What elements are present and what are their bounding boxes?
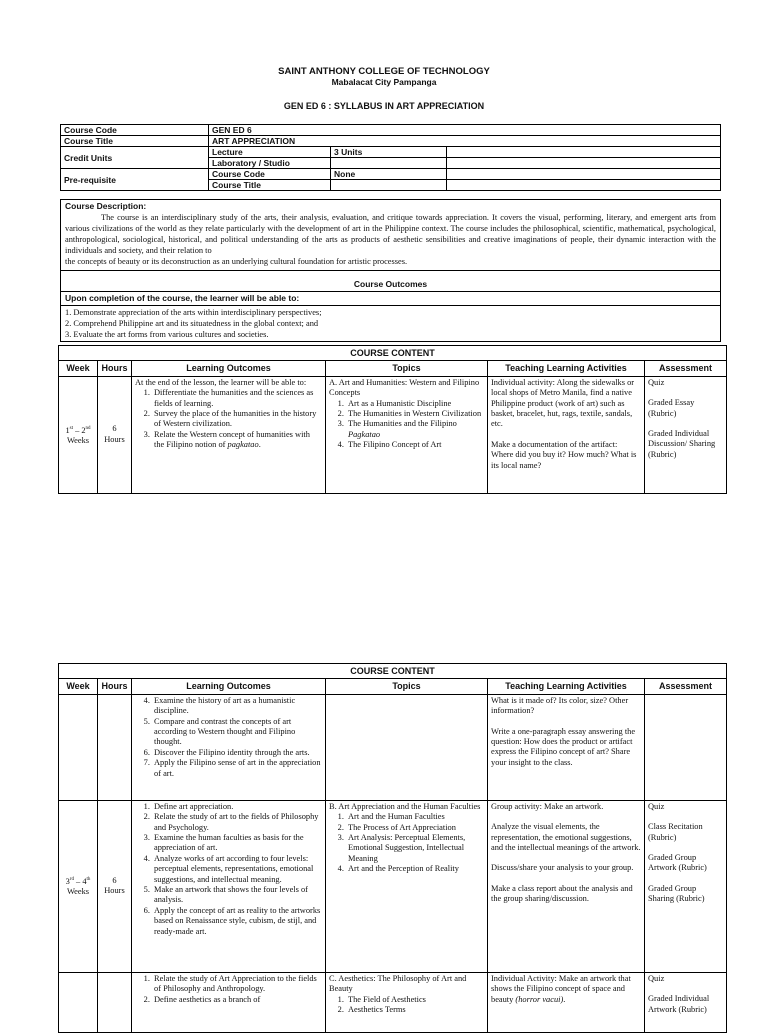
- course-description-text: The course is an interdisciplinary study of the arts, their analysis, evaluation, and critique towards appreciation. It covers the visual, performing, literary, and emergent arts from various civilizations of the world as they relate particularly with the development of art in the Philippine context. The course includes the philosophical, scientific, mathematical, psychological, anthropological, sociological, historical, and political understanding of the arts as products of aesthetic sensibilities and creative imaginations of people, their dynamic interaction with the individuals and society, and their relation to: [65, 213, 716, 255]
- prereq-code-label: Course Code: [209, 169, 331, 180]
- course-content-caption: COURSE CONTENT: [59, 664, 727, 679]
- hours-cell: [98, 972, 132, 1032]
- lecture-extra: [447, 147, 721, 158]
- activity-text: Group activity: Make an artwork.: [491, 801, 604, 811]
- prerequisite-label: Pre-requisite: [61, 169, 209, 191]
- list-item: 1. Art as a Humanistic Discipline: [346, 399, 484, 409]
- table-row: [59, 376, 727, 493]
- lecture-units: 3 Units: [331, 147, 447, 158]
- course-description-text-end: the concepts of beauty or its deconstruction as an underlying cultural foundation for artistic processes.: [65, 257, 408, 266]
- header-topics: Topics: [326, 361, 488, 376]
- header-assessment: Assessment: [645, 361, 727, 376]
- list-item: 1. Define art appreciation.: [152, 802, 322, 812]
- syllabus-title: GEN ED 6 : SYLLABUS IN ART APPRECIATION: [283, 101, 485, 111]
- topics-cell: [326, 694, 488, 800]
- topic-heading: C. Aesthetics: The Philosophy of Art and Beauty: [329, 973, 467, 994]
- learning-outcomes-cell: [132, 376, 326, 493]
- activity-text: Analyze the visual elements, the representation, the emotional suggestions, and the intellectual meanings of the artwork.: [491, 822, 641, 853]
- list-item: 2. Relate the study of art to the fields of Philosophy and Psychology.: [152, 812, 322, 833]
- course-title-value: ART APPRECIATION: [209, 136, 721, 147]
- outcome-item: 2. Comprehend Philippine art and its situatedness in the global context; and: [65, 319, 319, 328]
- list-item: 1. Relate the study of Art Appreciation to the fields of Philosophy and Anthropology.: [152, 974, 322, 995]
- course-description-heading: Course Description:: [65, 201, 147, 211]
- list-item: 1. Differentiate the humanities and the sciences as fields of learning.: [152, 388, 322, 409]
- learning-outcomes-cell: [132, 800, 326, 972]
- lab-label: Laboratory / Studio: [209, 158, 331, 169]
- course-description-cell: [61, 200, 721, 271]
- list-item: 2. The Humanities in Western Civilization: [346, 409, 484, 419]
- assessment-item: Graded Group Sharing (Rubric): [648, 883, 705, 904]
- outcome-item: 3. Evaluate the art forms from various cultures and societies.: [65, 330, 269, 339]
- list-item: 4. Examine the history of art as a humanistic discipline.: [152, 696, 322, 717]
- header-activities: Teaching Learning Activities: [488, 361, 645, 376]
- topic-heading: B. Art Appreciation and the Human Faculties: [329, 801, 481, 811]
- prereq-title-extra: [447, 180, 721, 191]
- list-item: 7. Apply the Filipino sense of art in the appreciation of art.: [152, 758, 322, 779]
- topic-heading: A. Art and Humanities: Western and Filipino Concepts: [329, 377, 480, 398]
- lecture-label: Lecture: [209, 147, 331, 158]
- activities-cell: [488, 972, 645, 1032]
- header-assessment: Assessment: [645, 679, 727, 694]
- assessment-item: Class Recitation (Rubric): [648, 822, 703, 842]
- list-item: 6. Apply the concept of art as reality to the artworks based on Renaissance style, cubism, de stijl, and ready-made art.: [152, 906, 322, 937]
- list-item: 3. The Humanities and the Filipino Pagkatao: [346, 419, 484, 440]
- learning-outcomes-cell: [132, 694, 326, 800]
- prereq-title-value: [331, 180, 447, 191]
- list-item: 3. Art Analysis: Perceptual Elements, Emotional Suggestion, Intellectual Meaning: [346, 833, 484, 864]
- course-title-label: Course Title: [61, 136, 209, 147]
- prereq-title-label: Course Title: [209, 180, 331, 191]
- header-week: Week: [59, 361, 98, 376]
- course-content-table-2: [58, 663, 727, 1033]
- table-row: [59, 800, 727, 972]
- assessment-item: Graded Group Artwork (Rubric): [648, 853, 707, 873]
- header-week: Week: [59, 679, 98, 694]
- activity-text: Individual activity: Along the sidewalks or local shops of Metro Manila, find a native Philippine product (work of art) such as basket, bracelet, hut, rags, textile, sandals, etc.: [491, 377, 635, 429]
- assessment-item: Quiz: [648, 377, 665, 387]
- activities-cell: [488, 376, 645, 493]
- topics-cell: [326, 800, 488, 972]
- institution-location: Mabalacat City Pampanga: [331, 77, 437, 87]
- topics-cell: [326, 376, 488, 493]
- lab-units: [331, 158, 447, 169]
- assessment-item: Graded Individual Discussion/ Sharing (Rubric): [648, 429, 716, 459]
- course-description-table: [60, 199, 721, 342]
- activity-text: Individual Activity: Make an artwork that shows the Filipino concept of space and beauty (horror vacui).: [491, 973, 631, 1004]
- header-topics: Topics: [326, 679, 488, 694]
- course-content-caption: COURSE CONTENT: [59, 346, 727, 361]
- list-item: 2. The Process of Art Appreciation: [346, 823, 484, 833]
- list-item: 2. Survey the place of the humanities in the history of Western civilization.: [152, 409, 322, 430]
- list-item: 3. Examine the human faculties as basis for the appreciation of art.: [152, 833, 322, 854]
- hours-cell: 6 Hours: [98, 800, 132, 972]
- outcomes-intro: Upon completion of the course, the learner will be able to:: [61, 292, 721, 306]
- prereq-code-value: None: [331, 169, 447, 180]
- week-cell: [59, 694, 98, 800]
- header-learning-outcomes: Learning Outcomes: [132, 679, 326, 694]
- activities-cell: [488, 800, 645, 972]
- table-row: [59, 972, 727, 1032]
- week-cell: 1st – 2nd Weeks: [59, 376, 98, 493]
- header-hours: Hours: [98, 361, 132, 376]
- hours-cell: [98, 694, 132, 800]
- activities-cell: [488, 694, 645, 800]
- course-content-table-1: [58, 345, 727, 494]
- assessment-item: Graded Essay (Rubric): [648, 398, 695, 418]
- header-learning-outcomes: Learning Outcomes: [132, 361, 326, 376]
- course-info-table: [60, 124, 721, 191]
- table-row: [59, 694, 727, 800]
- list-item: 4. The Filipino Concept of Art: [346, 440, 484, 450]
- assessment-cell: [645, 972, 727, 1032]
- list-item: 2. Aesthetics Terms: [346, 1005, 484, 1015]
- course-code-value: GEN ED 6: [209, 125, 721, 136]
- list-item: 6. Discover the Filipino identity through the arts.: [152, 748, 322, 758]
- credit-units-label: Credit Units: [61, 147, 209, 169]
- assessment-cell: [645, 800, 727, 972]
- list-item: 3. Relate the Western concept of humanities with the Filipino notion of pagkatao.: [152, 430, 322, 451]
- assessment-item: Graded Individual Artwork (Rubric): [648, 994, 710, 1014]
- list-item: 2. Define aesthetics as a branch of: [152, 995, 322, 1005]
- list-item: 5. Compare and contrast the concepts of art according to Western thought and Filipino thought.: [152, 717, 322, 748]
- header-activities: Teaching Learning Activities: [488, 679, 645, 694]
- week-cell: [59, 972, 98, 1032]
- list-item: 5. Make an artwork that shows the four levels of analysis.: [152, 885, 322, 906]
- activity-text: What is it made of? Its color, size? Other information?: [491, 695, 629, 716]
- institution-name: SAINT ANTHONY COLLEGE OF TECHNOLOGY: [278, 66, 490, 77]
- assessment-item: Quiz: [648, 801, 665, 811]
- activity-text: Write a one-paragraph essay answering the question: How does the product or artifact express the Filipino concept of art? Share your insight to the class.: [491, 726, 636, 767]
- week-cell: 3rd – 4th Weeks: [59, 800, 98, 972]
- activity-text: Make a documentation of the artifact: Where did you buy it? How much? What is its local name?: [491, 439, 637, 470]
- outcome-item: 1. Demonstrate appreciation of the arts within interdisciplinary perspectives;: [65, 308, 322, 317]
- prereq-code-extra: [447, 169, 721, 180]
- course-outcomes-heading: Course Outcomes: [61, 271, 721, 292]
- assessment-cell: [645, 376, 727, 493]
- list-item: 4. Analyze works of art according to four levels: perceptual elements, representations, emotional suggestions, and intellectual meaning.: [152, 854, 322, 885]
- learning-outcomes-cell: [132, 972, 326, 1032]
- assessment-cell: [645, 694, 727, 800]
- list-item: 1. Art and the Human Faculties: [346, 812, 484, 822]
- list-item: 4. Art and the Perception of Reality: [346, 864, 484, 874]
- topics-cell: [326, 972, 488, 1032]
- course-code-label: Course Code: [61, 125, 209, 136]
- list-item: 1. The Field of Aesthetics: [346, 995, 484, 1005]
- hours-cell: 6 Hours: [98, 376, 132, 493]
- document-header: [0, 66, 768, 112]
- assessment-item: Quiz: [648, 973, 665, 983]
- activity-text: Make a class report about the analysis and the group sharing/discussion.: [491, 883, 633, 904]
- lo-intro: At the end of the lesson, the learner will be able to:: [135, 377, 307, 387]
- header-hours: Hours: [98, 679, 132, 694]
- outcomes-list: [61, 306, 721, 342]
- activity-text: Discuss/share your analysis to your group.: [491, 863, 634, 873]
- lab-extra: [447, 158, 721, 169]
